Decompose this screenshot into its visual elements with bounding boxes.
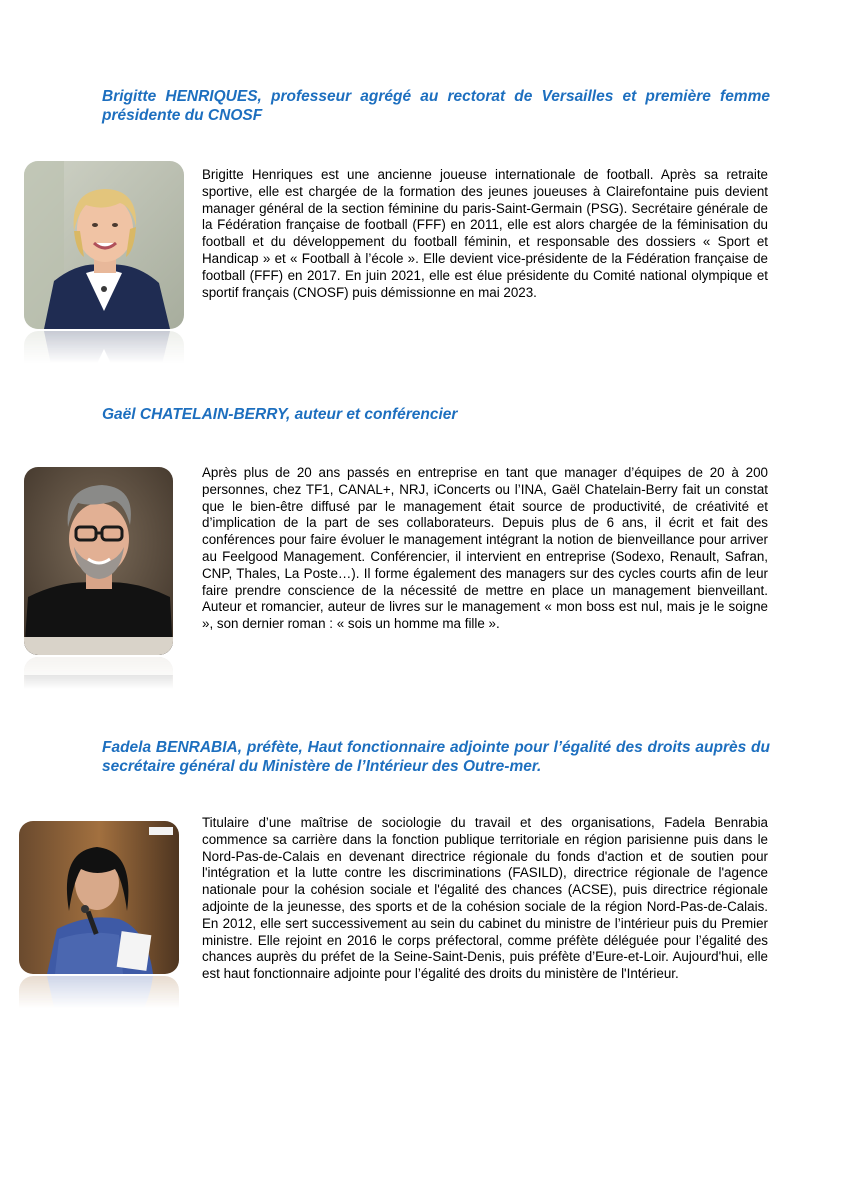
portrait-henriques-wrapper [24,161,184,381]
section-title-benrabia: Fadela BENRABIA, préfète, Haut fonctionnaire adjointe pour l’égalité des droits auprès du secrétaire général du Ministère de l’Intérieur des Outre-mer. [102,739,770,775]
portrait-henriques-reflection [24,331,184,381]
portrait-benrabia-wrapper [19,821,179,1026]
portrait-henriques [24,161,184,329]
bio-chatelain-berry: Après plus de 20 ans passés en entreprise en tant que manager d’équipes de 20 à 200 personnes, chez TF1, CANAL+, NRJ, iConcerts ou l’INA, Gaël Chatelain-Berry fait un constat que le bien-être diffusé par le management était source de productivité, de créativité et d’implication de la part de ses collaborateurs. Depuis plus de 6 ans, il écrit et fait des conférences pour faire évoluer le management intégrant la notion de bienveillance pour arriver au Feelgood Management. Conférencier, il intervient en entreprise (Sodexo, Renault, Safran, CNP, Thales, La Poste…). Il forme également des managers sur des cycles courts afin de leur faire prendre conscience de la nécessité de mettre en place un management bienveillant. Auteur et romancier, auteur de livres sur le management « mon boss est nul, mais je le soigne », son dernier roman : « sois un homme ma fille ». [202,465,768,632]
portrait-benrabia [19,821,179,974]
portrait-chatelain-berry-reflection [24,657,173,707]
section-title-henriques: Brigitte HENRIQUES, professeur agrégé au rectorat de Versailles et première femme présidente du CNOSF [102,88,770,124]
portrait-chatelain-berry-wrapper [24,467,173,707]
bio-henriques: Brigitte Henriques est une ancienne joueuse internationale de football. Après sa retraite sportive, elle est chargée de la formation des jeunes joueuses à Clairefontaine puis devient manager général de la section féminine du paris-Saint-Germain (PSG). Secrétaire générale de la Fédération française de football (FFF) en 2011, elle est alors chargée de la féminisation du football et du développement du football féminin, et responsable des dossiers « Sport et Handicap » et « Football à l’école ». Elle devient vice-présidente de la Fédération française de football (FFF) en 2017. En juin 2021, elle est élue présidente du Comité national olympique et sportif français (CNOSF) puis démissionne en mai 2023. [202,167,768,300]
portrait-chatelain-berry [24,467,173,655]
bio-benrabia: Titulaire d’une maîtrise de sociologie du travail et des organisations, Fadela Benrabia commence sa carrière dans la fonction publique territoriale en région parisienne puis dans le Nord-Pas-de-Calais en devenant directrice régionale du fonds d'action et de soutien pour l'intégration et la lutte contre les discriminations (FASILD), directrice régionale de l'agence nationale pour la cohésion sociale et l'égalité des chances (ACSE), puis directrice régionale adjointe de la jeunesse, des sports et de la cohésion sociale de la région Nord-Pas-de-Calais. En 2012, elle sert successivement au sein du cabinet du ministre de l’intérieur puis du Premier ministre. Elle rejoint en 2016 le corps préfectoral, comme préfète déléguée pour l’égalité des chances auprès du préfet de la Seine-Saint-Denis, puis préfète d’Eure-et-Loir. Aujourd'hui, elle est haut fonctionnaire adjointe pour l’égalité des droits du ministère de l'Intérieur. [202,815,768,982]
portrait-benrabia-reflection [19,976,179,1026]
section-title-chatelain-berry: Gaël CHATELAIN-BERRY, auteur et conférencier [102,406,458,423]
